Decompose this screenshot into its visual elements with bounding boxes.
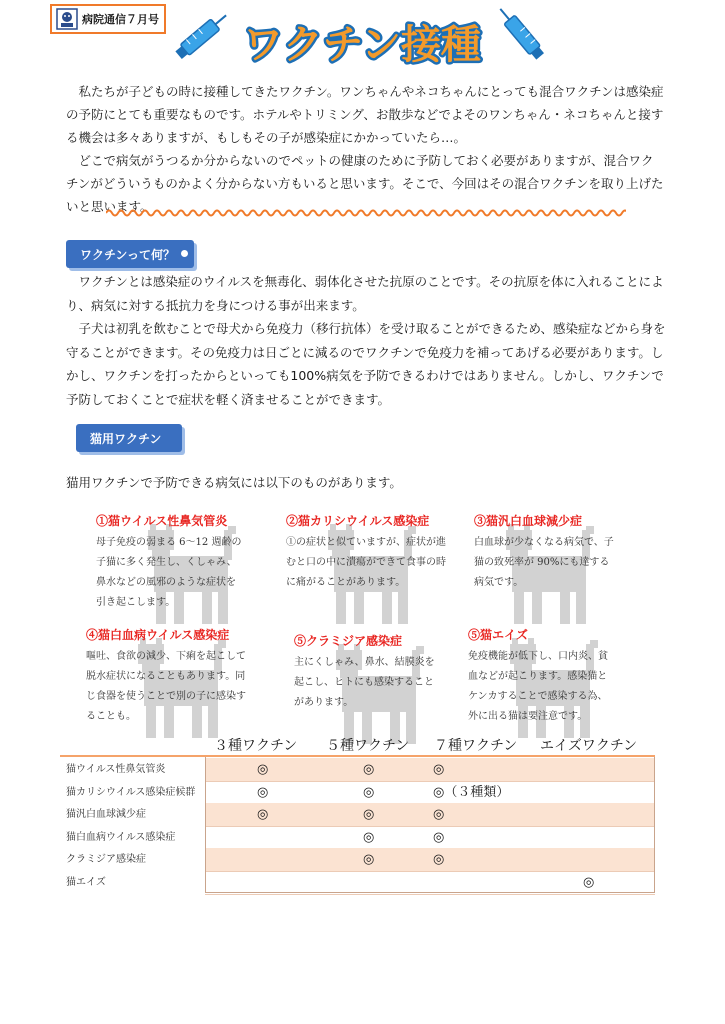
disease-block-1	[96, 512, 266, 613]
cell-mark: ◎	[433, 852, 445, 868]
col-header-3: ３種ワクチン	[214, 738, 298, 754]
cell-mark: ◎	[257, 784, 269, 800]
cell-mark: ◎	[363, 762, 375, 777]
disease-name: ①猫ウイルス性鼻気管炎	[96, 514, 228, 528]
cell-mark: ◎	[583, 875, 595, 890]
col-header-7: ７種ワクチン	[434, 738, 518, 754]
cell-mark: ◎	[257, 807, 269, 823]
section1-body	[66, 270, 666, 411]
disease-description: 免疫機能が低下し、口内炎、貧 血などが起こります。感染猫と ケンカすることで感染する為、 外に出る猫は要注意です。	[468, 651, 608, 722]
disease-name: ⑤猫エイズ	[468, 628, 528, 642]
section1-paragraph-2: 子犬は初乳を飲むことで母犬から免疫力（移行抗体）を受け取ることができるため、感染症などから身を守ることができます。その免疫力は日ごとに減るのでワクチンで免疫力を補ってあげる必要があります。しかし、ワクチンを打ったからといっても100%病気を予防できるわけではありません。しかし、ワクチンで予防しておくことで症状を軽く済ませることができます。	[66, 321, 666, 407]
section-label-what-is-vaccine	[66, 240, 194, 268]
disease-description: ①の症状と似ていますが、症状が進 むと口の中に潰瘍ができて食事の時 に痛がることがあります。	[286, 537, 446, 588]
cell-mark: ◎	[363, 829, 375, 845]
disease-block-6	[468, 626, 638, 727]
wavy-divider	[106, 208, 626, 218]
row-label: クラミジア感染症	[66, 854, 146, 866]
row-label: 猫エイズ	[66, 877, 106, 888]
disease-name: ②猫カリシウイルス感染症	[286, 514, 430, 528]
row-label: 猫汎白血球減少症	[66, 809, 146, 821]
disease-name: ④猫白血病ウイルス感染症	[86, 628, 230, 642]
syringe-left-icon	[168, 6, 238, 66]
table-frame	[205, 757, 655, 893]
cell-mark: ◎（３種類）	[433, 784, 510, 800]
disease-block-4	[86, 626, 256, 727]
intro-paragraph-2: どこで病気がうつるか分からないのでペットの健康のために予防しておく必要がありますが、混合ワクチンがどういうものかよく分からない方もいると思います。そこで、今回はその混合ワクチンを取り上げたいと思います。	[66, 153, 664, 214]
cell-mark: ◎	[433, 829, 445, 845]
cell-mark: ◎	[433, 807, 445, 823]
disease-description: 主にくしゃみ、鼻水、結膜炎を 起こし、ヒトにも感染すること があります。	[294, 657, 435, 708]
cell-mark: ◎	[363, 784, 375, 800]
disease-name: ⑤クラミジア感染症	[294, 634, 403, 648]
cell-mark: ◎	[257, 762, 269, 777]
col-header-5: ５種ワクチン	[326, 738, 410, 754]
disease-description: 白血球が少なくなる病気で、子 猫の致死率が 90%にも達する 病気です。	[474, 537, 614, 588]
section-label-text: ワクチンって何？	[80, 247, 176, 262]
cell-mark: ◎	[433, 762, 445, 777]
cell-mark: ◎	[363, 807, 375, 823]
section1-paragraph-1: ワクチンとは感染症のウイルスを無毒化、弱体化させた抗原のことです。その抗原を体に入れることにより、病気に対する抵抗力を身につける事が出来ます。	[66, 274, 664, 313]
intro-paragraph-1: 私たちが子どもの時に接種してきたワクチン。ワンちゃんやネコちゃんにとっても混合ワクチンは感染症の予防にとても重要なものです。ホテルやトリミング、お散歩などでよそのワンちゃん・ネコちゃんと接する機会は多々ありますが、もしもその子が感染症にかかっていたら…。	[66, 84, 664, 145]
row-label: 猫カリシウイルス感染症候群	[66, 786, 196, 798]
disease-description: 母子免疫の弱まる 6～12 週齢の 子猫に多く発生し、くしゃみ、 鼻水などの風邪のような症状を 引き起こします。	[96, 537, 242, 608]
syringe-right-icon	[486, 2, 556, 62]
label-dot-icon	[181, 250, 188, 257]
hospital-logo-icon	[56, 8, 78, 30]
disease-name: ③猫汎白血球減少症	[474, 514, 583, 528]
row-label: 猫ウイルス性鼻気管炎	[66, 764, 166, 775]
disease-block-2	[286, 512, 456, 593]
cat-vaccine-lead: 猫用ワクチンで予防できる病気には以下のものがあります。	[66, 475, 402, 490]
page-title	[232, 12, 492, 74]
disease-description: 嘔吐、食欲の減少、下痢を起こして 脱水症状になることもあります。同 じ食器を使うことで別の子に感染す ることも。	[86, 651, 246, 722]
badge-text: 病院通信７月号	[82, 13, 159, 26]
cell-mark: ◎	[363, 852, 375, 868]
disease-block-3	[474, 512, 644, 593]
newsletter-badge	[50, 4, 166, 34]
section-label-cat-vaccine	[76, 424, 182, 452]
title-text: ワクチン接種	[243, 22, 481, 68]
disease-block-5	[294, 632, 464, 713]
section-label-text: 猫用ワクチン	[90, 431, 162, 446]
col-header-aids: エイズワクチン	[540, 738, 638, 754]
intro-text	[66, 80, 666, 218]
row-label: 猫白血病ウイルス感染症	[66, 831, 176, 843]
